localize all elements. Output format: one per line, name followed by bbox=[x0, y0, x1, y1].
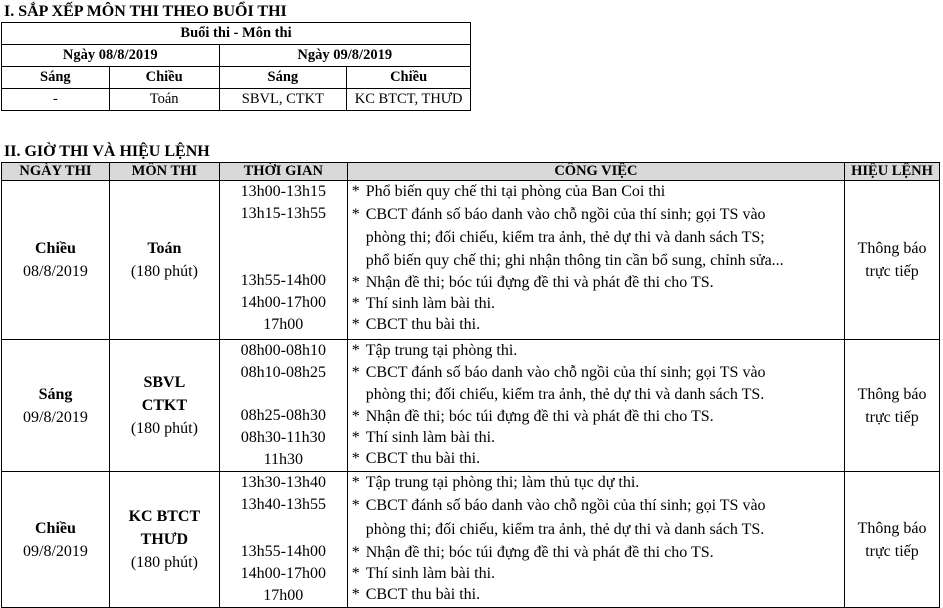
subject-name: KC BTCT bbox=[128, 508, 201, 525]
task-item: * CBCT thu bài thi. bbox=[351, 316, 481, 333]
task-item: * Nhận đề thi; bóc túi đựng đề thi và phát đề thi cho TS. bbox=[351, 274, 714, 291]
task-item: * CBCT đánh số báo danh vào chỗ ngồi của thí sinh; gọi TS vào phòng thi; đối chiếu, kiểm tra ảnh, thẻ dự thi và danh sách TS. bbox=[351, 497, 766, 538]
subject-cell: Toán bbox=[109, 89, 219, 111]
session-date: 09/8/2019 bbox=[23, 542, 88, 560]
session-label: Chiều bbox=[35, 519, 76, 537]
session-label: Sáng bbox=[38, 385, 73, 403]
time-slot: 08h25-08h30 bbox=[240, 407, 326, 424]
section1-title: I. SẮP XẾP MÔN THI THEO BUỔI THI bbox=[4, 3, 287, 20]
subject-cell: KC BTCT, THƯD bbox=[347, 89, 471, 111]
subject-cell: SBVL, CTKT bbox=[219, 89, 347, 111]
table-row bbox=[2, 181, 940, 340]
task-item: * Thí sinh làm bài thi. bbox=[351, 565, 496, 582]
time-slot: 11h30 bbox=[263, 451, 303, 468]
day-header-1: Ngày 08/8/2019 bbox=[2, 45, 220, 67]
task-item: * CBCT đánh số báo danh vào chỗ ngồi của thí sinh; gọi TS vào phòng thi; đối chiếu, kiểm tra ảnh, thẻ dự thi và danh sách TS. bbox=[351, 364, 766, 403]
session-date: 08/8/2019 bbox=[23, 263, 88, 280]
col-header-time: THỜI GIAN bbox=[219, 163, 347, 181]
task-item: * Nhận đề thi; bóc túi đựng đề thi và phát đề thi cho TS. bbox=[351, 408, 714, 425]
subject-name: Toán bbox=[147, 240, 182, 257]
col-header-notice: HIỆU LỆNH bbox=[845, 163, 940, 181]
notice-text: Thông báo bbox=[857, 519, 927, 537]
notice-text: Thông báo bbox=[857, 385, 927, 403]
notice-text: trực tiếp bbox=[865, 263, 919, 280]
time-slot: 08h00-08h10 bbox=[240, 342, 326, 359]
time-slot: 13h55-14h00 bbox=[240, 272, 326, 289]
col-header-task: CÔNG VIỆC bbox=[347, 163, 844, 181]
time-slot: 14h00-17h00 bbox=[240, 294, 326, 311]
table-row bbox=[2, 340, 940, 472]
subject-cell: - bbox=[2, 89, 110, 111]
day-header-2: Ngày 09/8/2019 bbox=[219, 45, 470, 67]
task-item: * CBCT thu bài thi. bbox=[351, 586, 481, 603]
session-header: Chiều bbox=[347, 67, 471, 89]
summary-header: Buổi thi - Môn thi bbox=[2, 23, 471, 45]
time-slot: 13h40-13h55 bbox=[240, 496, 326, 513]
notice-text: Thông báo bbox=[857, 240, 927, 257]
col-header-date: NGÀY THI bbox=[2, 163, 110, 181]
time-slot: 13h00-13h15 bbox=[240, 183, 326, 200]
subject-duration: (180 phút) bbox=[130, 263, 198, 280]
session-date: 09/8/2019 bbox=[23, 408, 88, 426]
task-item: * Tập trung tại phòng thi; làm thủ tục dự thi. bbox=[351, 474, 640, 491]
task-item: * Nhận đề thi; bóc túi đựng đề thi và phát đề thi cho TS. bbox=[351, 544, 714, 561]
time-slot: 17h00 bbox=[263, 316, 304, 333]
time-slot: 08h10-08h25 bbox=[240, 364, 326, 381]
section2-title: II. GIỜ THI VÀ HIỆU LỆNH bbox=[4, 143, 210, 160]
time-slot: 13h30-13h40 bbox=[240, 474, 326, 491]
subject-name: CTKT bbox=[141, 397, 188, 414]
subject-name: THƯD bbox=[140, 531, 189, 548]
task-item: * CBCT thu bài thi. bbox=[351, 450, 481, 467]
session-header: Chiều bbox=[109, 67, 219, 89]
task-item: * CBCT đánh số báo danh vào chỗ ngồi của thí sinh; gọi TS vào phòng thi; đối chiếu, kiểm tra ảnh, thẻ dự thi và danh sách TS; phổ biến quy chế thi; ghi nhận thông tin cần bổ sung, chỉnh sửa... bbox=[351, 206, 784, 269]
time-slot: 14h00-17h00 bbox=[240, 565, 326, 582]
exam-timetable bbox=[1, 162, 940, 608]
task-item: * Thí sinh làm bài thi. bbox=[351, 295, 496, 312]
time-slot: 13h15-13h55 bbox=[240, 205, 326, 222]
notice-text: trực tiếp bbox=[865, 408, 919, 426]
session-header: Sáng bbox=[219, 67, 347, 89]
col-header-subject: MÔN THI bbox=[109, 163, 219, 181]
task-item: * Thí sinh làm bài thi. bbox=[351, 429, 496, 446]
session-header: Sáng bbox=[2, 67, 110, 89]
table-row bbox=[2, 472, 940, 608]
notice-text: trực tiếp bbox=[865, 542, 919, 560]
task-item: * Tập trung tại phòng thi. bbox=[351, 342, 518, 359]
session-label: Chiều bbox=[35, 240, 76, 257]
subject-duration: (180 phút) bbox=[130, 554, 198, 571]
time-slot: 08h30-11h30 bbox=[240, 429, 326, 446]
schedule-summary-table bbox=[1, 22, 471, 111]
task-item: * Phổ biến quy chế thi tại phòng của Ban Coi thi bbox=[351, 183, 666, 200]
time-slot: 17h00 bbox=[263, 587, 304, 604]
subject-duration: (180 phút) bbox=[130, 420, 198, 437]
time-slot: 13h55-14h00 bbox=[240, 543, 326, 560]
subject-name: SBVL bbox=[143, 374, 186, 391]
